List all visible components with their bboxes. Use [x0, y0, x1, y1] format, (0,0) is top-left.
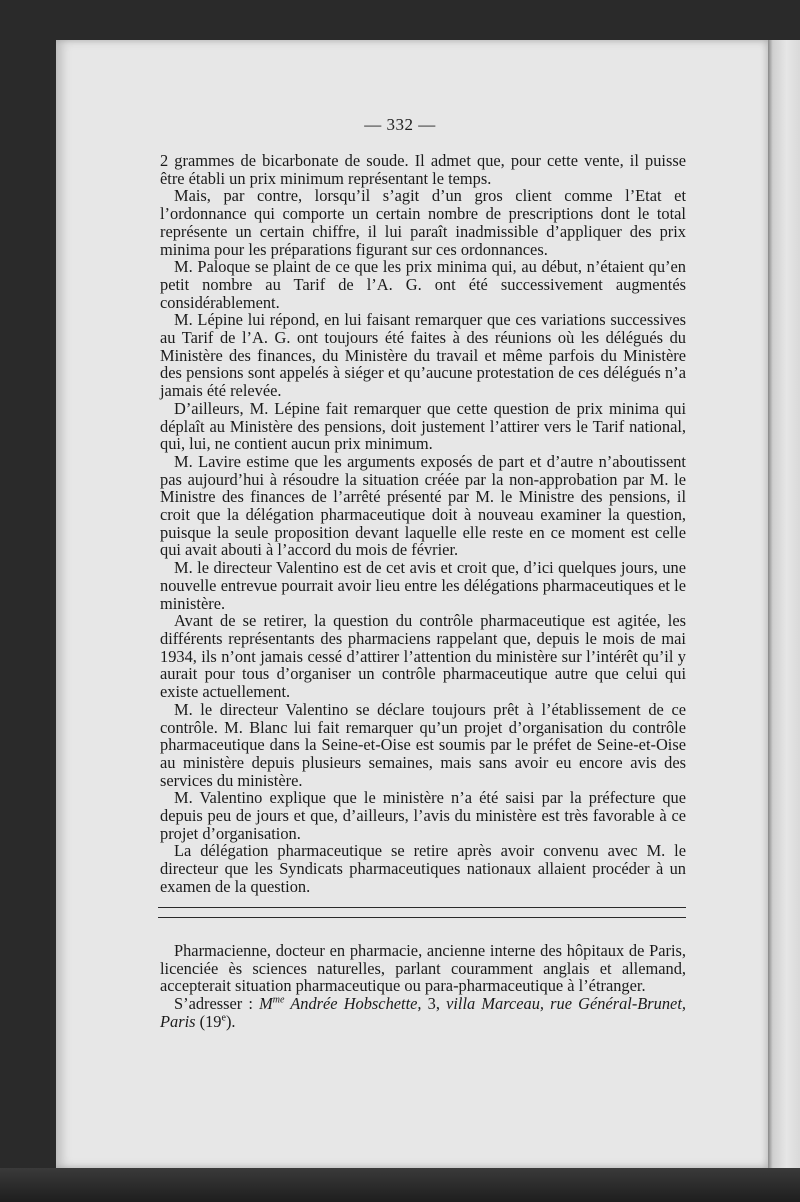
contact-name: Andrée Hobschette,	[284, 994, 422, 1014]
separator-rule	[158, 917, 686, 918]
classified-ad	[160, 942, 686, 1031]
body-text	[160, 152, 686, 896]
address-street: villa Marceau, rue Général-Brunet, Paris	[160, 994, 686, 1031]
separator-rule	[158, 907, 686, 908]
title-main: M	[259, 994, 273, 1014]
next-page-edge	[766, 40, 800, 1170]
arrondissement: (19	[195, 1011, 222, 1031]
paragraph: La délégation pharmaceutique se retire après avoir convenu avec M. le directeur que les Syndicats pharmaceutiques nationaux allaient procéder à un examen de la question.	[160, 841, 686, 896]
paragraph: M. Lépine lui répond, en lui faisant remarquer que ces variations successives au Tarif de l’A. G. ont toujours été faites à des réunions où les délégués du Ministère des finances, du Ministère du travail et même parfois du Ministère des pensions sont appelés à siéger et qu’aucune protestation de ces délégués n’a jamais été relevée.	[160, 310, 686, 401]
paragraph: M. Paloque se plaint de ce que les prix minima qui, au début, n’étaient qu’en petit nombre au Tarif de l’A. G. ont été successivement augmentés considérablement.	[160, 257, 686, 312]
title-sup: me	[272, 994, 285, 1006]
paragraph: M. Valentino explique que le ministère n’a été saisi par la préfecture que depuis peu de jours et que, d’ailleurs, l’avis du ministère est très favorable à ce projet d’organisation.	[160, 788, 686, 843]
contact-prefix: S’adresser :	[174, 994, 260, 1014]
ad-contact	[160, 995, 686, 1030]
address-number: 3,	[421, 994, 447, 1014]
arrondissement-sup: e	[221, 1012, 226, 1024]
paragraph: Mais, par contre, lorsqu’il s’agit d’un gros client comme l’Etat et l’ordonnance qui comporte un certain nombre de prescriptions dont le total représente un certain chiffre, il lui paraît inadmissible d’appliquer des prix minima pour les préparations figurant sur ces ordonnances.	[160, 186, 686, 259]
paragraph: M. le directeur Valentino est de cet avis et croit que, d’ici quelques jours, une nouvelle entrevue pourrait avoir lieu entre les délégations pharmaceutiques et le ministère.	[160, 558, 686, 613]
ad-body: Pharmacienne, docteur en pharmacie, ancienne interne des hôpitaux de Paris, licenciée ès sciences naturelles, parlant couramment anglais et allemand, accepterait situation pharmaceutique ou para-pharmaceutique à l’étranger.	[160, 941, 686, 996]
paragraph: D’ailleurs, M. Lépine fait remarquer que cette question de prix minima qui déplaît au Ministère des pensions, doit justement l’attirer vers le Tarif national, qui, lui, ne contient aucun prix minimum.	[160, 398, 686, 454]
closing-punctuation: ).	[225, 1011, 236, 1031]
paragraph: M. le directeur Valentino se déclare toujours prêt à l’établissement de ce contrôle. M. Blanc lui fait remarquer qu’un projet d’organisation du contrôle pharmaceutique dans la Seine-et-Oise est soumis par le préfet de Seine-et-Oise au ministère depuis plusieurs semaines, mais sans avoir eu encore avis des services du ministère.	[160, 699, 686, 790]
scan-background	[0, 1168, 800, 1202]
paragraph: Avant de se retirer, la question du contrôle pharmaceutique est agitée, les différents représentants des pharmaciens rappelant que, depuis le mois de mai 1934, ils n’ont jamais cessé d’attirer l’attention du ministère sur l’intérêt qu’il y aurait pour tous d’organiser un contrôle pharmaceutique autre que celui qui existe actuellement.	[160, 611, 686, 702]
page-number: — 332 —	[364, 115, 436, 134]
paragraph: 2 grammes de bicarbonate de soude. Il admet que, pour cette vente, il puisse être établi un prix minimum représentant le temps.	[160, 151, 686, 188]
paragraph: M. Lavire estime que les arguments exposés de part et d’autre n’aboutissent pas aujourd’hui à résoudre la situation créée par la non-approbation par M. le Ministre des finances de l’arrêté présenté par M. le Ministre des pensions, il croit que la délégation pharmaceutique doit à nouveau examiner la question, puisque la seule proposition devant laquelle elle reste en ce moment est celle qui avait abouti à l’accord du mois de février.	[160, 451, 686, 560]
